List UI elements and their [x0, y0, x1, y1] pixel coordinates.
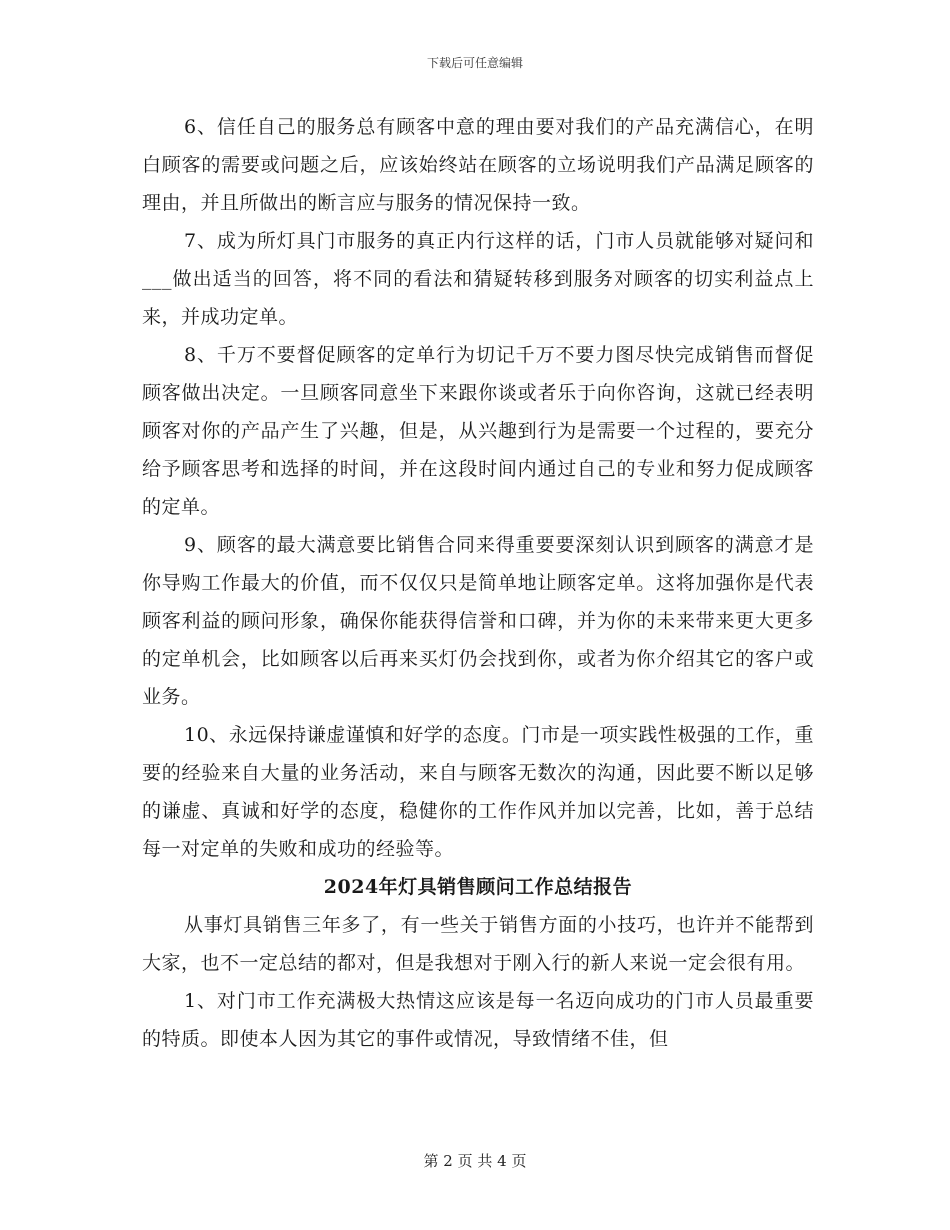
paragraph-item-9: 9、顾客的最大满意要比销售合同来得重要要深刻认识到顾客的满意才是你导购工作最大的价值，而不仅仅只是简单地让顾客定单。这将加强你是代表顾客利益的顾问形象，确保你能获得信誉和口碑，并为你的未来带来更大更多的定单机会，比如顾客以后再来买灯仍会找到你，或者为你介绍其它的客户或业务。: [142, 534, 814, 708]
page-number: 第 2 页 共 4 页: [423, 1152, 527, 1170]
page-header: 下载后可任意编辑: [426, 56, 523, 70]
intro-paragraph: 从事灯具销售三年多了，有一些关于销售方面的小技巧，也许并不能帮到大家，也不一定总结的都对，但是我想对于刚入行的新人来说一定会很有用。: [142, 914, 814, 974]
document-body: [142, 108, 814, 1058]
paragraph-item-1: 1、对门市工作充满极大热情这应该是每一名迈向成功的门市人员最重要的特质。即使本人因为其它的事件或情况，导致情绪不佳，但: [142, 990, 814, 1050]
paragraph-item-6: 6、信任自己的服务总有顾客中意的理由要对我们的产品充满信心，在明白顾客的需要或问题之后，应该始终站在顾客的立场说明我们产品满足顾客的理由，并且所做出的断言应与服务的情况保持一致。: [142, 116, 814, 214]
paragraph-item-8: 8、千万不要督促顾客的定单行为切记千万不要力图尽快完成销售而督促顾客做出决定。一旦顾客同意坐下来跟你谈或者乐于向你咨询，这就已经表明顾客对你的产品产生了兴趣，但是，从兴趣到行为是需要一个过程的，要充分给予顾客思考和选择的时间，并在这段时间内通过自己的专业和努力促成顾客的定单。: [142, 344, 814, 518]
paragraph-item-7: 7、成为所灯具门市服务的真正内行这样的话，门市人员就能够对疑问和___做出适当的回答，将不同的看法和猜疑转移到服务对顾客的切实利益点上来，并成功定单。: [142, 230, 814, 328]
paragraph-item-10: 10、永远保持谦虚谨慎和好学的态度。门市是一项实践性极强的工作，重要的经验来自大量的业务活动，来自与顾客无数次的沟通，因此要不断以足够的谦虚、真诚和好学的态度，稳健你的工作作风并加以完善，比如，善于总结每一对定单的失败和成功的经验等。: [142, 724, 814, 860]
section-title: 2024年灯具销售顾问工作总结报告: [323, 876, 633, 898]
